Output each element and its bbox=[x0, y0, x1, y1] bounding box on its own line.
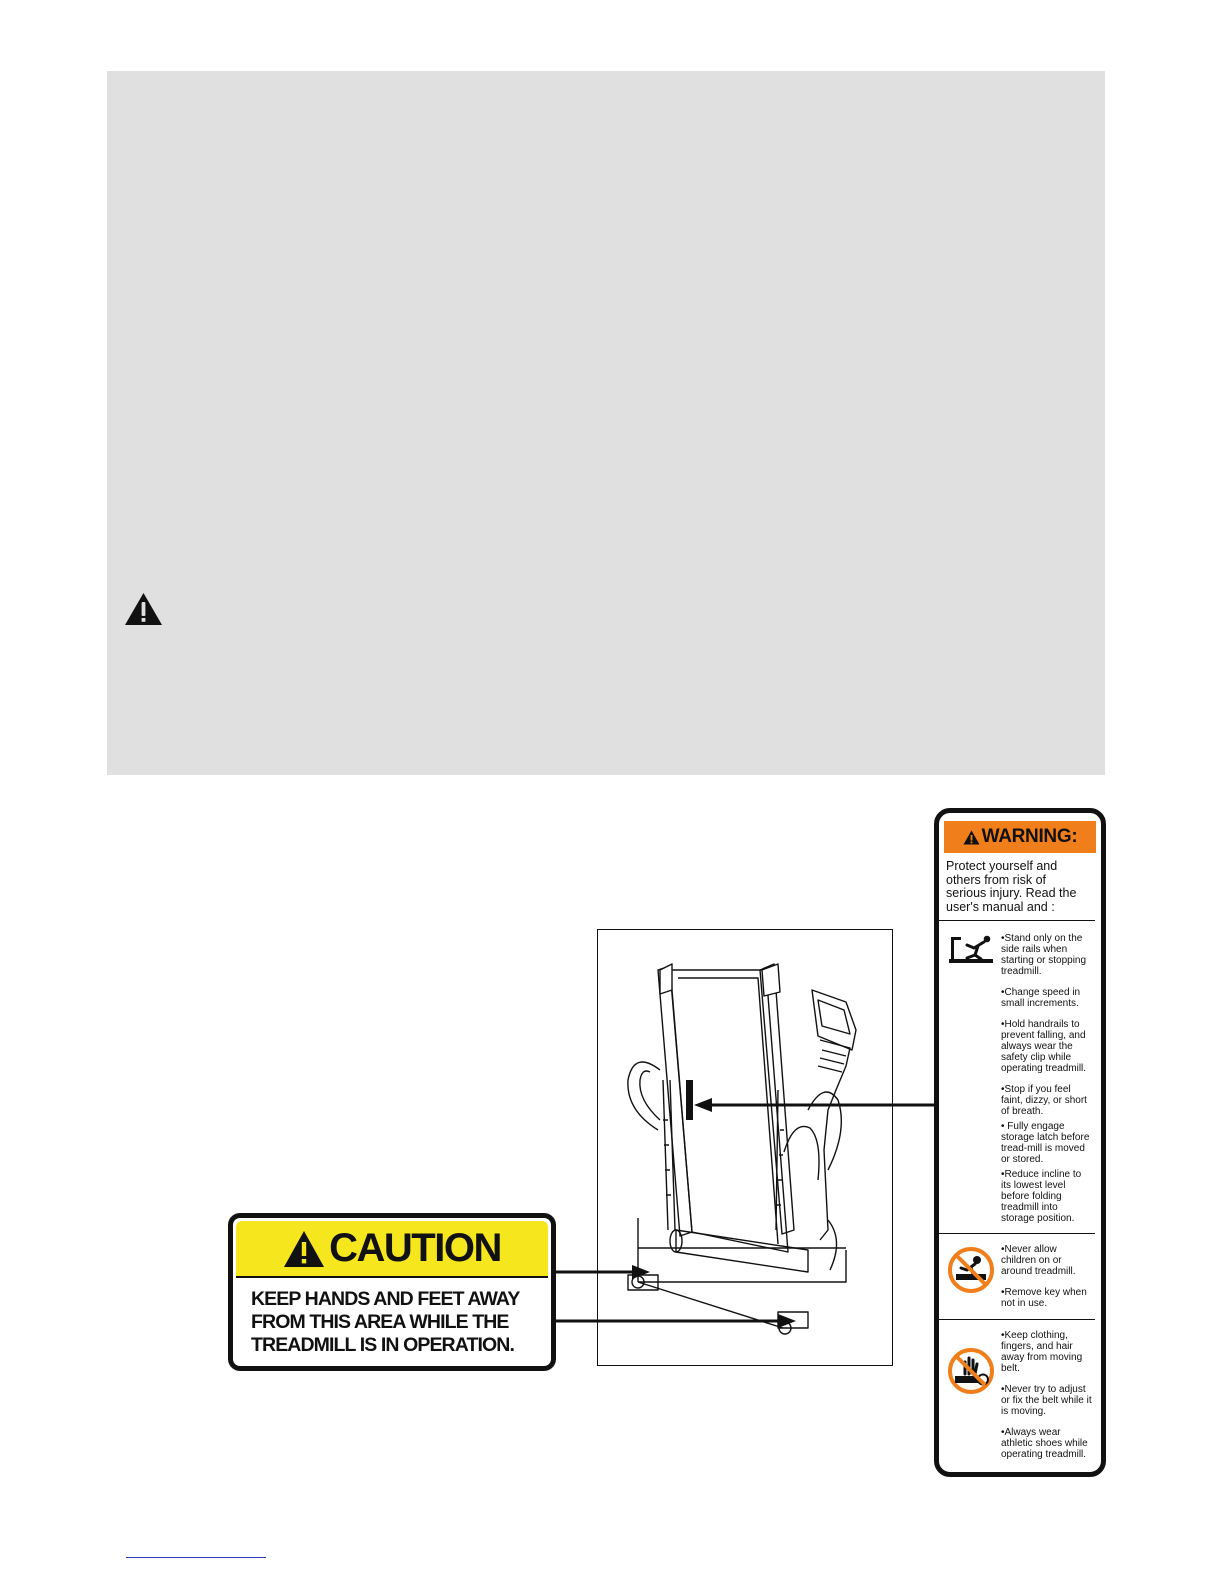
gray-text-panel bbox=[107, 71, 1105, 775]
section-2-bullets bbox=[1001, 1244, 1095, 1309]
bullet: •Keep clothing, fingers, and hair away from moving belt. bbox=[1001, 1330, 1083, 1374]
bullet: •Stop if you feel faint, dizzy, or short of breath. bbox=[1001, 1084, 1087, 1117]
caution-line: KEEP HANDS AND FEET AWAY bbox=[251, 1288, 520, 1310]
caution-line: TREADMILL IS IN OPERATION. bbox=[251, 1334, 514, 1356]
warning-section-3 bbox=[939, 1320, 1095, 1460]
bullet: •Never allow children on or around treadmill. bbox=[1001, 1244, 1076, 1277]
no-children-icon bbox=[947, 1246, 995, 1294]
caution-header bbox=[236, 1221, 548, 1278]
warning-section-2 bbox=[939, 1234, 1095, 1320]
bullet: •Remove key when not in use. bbox=[1001, 1287, 1087, 1309]
treadmill-illustration-frame bbox=[597, 929, 893, 1366]
bullet: • Fully engage storage latch before tread-mill is moved or stored. bbox=[1001, 1121, 1090, 1165]
caution-message bbox=[233, 1278, 551, 1357]
bullet: •Always wear athletic shoes while operating treadmill. bbox=[1001, 1427, 1088, 1460]
caution-decal bbox=[228, 1213, 556, 1371]
treadmill-fall-icon bbox=[947, 933, 995, 967]
bullet: •Reduce incline to its lowest level before folding treadmill into storage position. bbox=[1001, 1169, 1082, 1224]
caution-line: FROM THIS AREA WHILE THE bbox=[251, 1311, 509, 1333]
caution-title: CAUTION bbox=[329, 1226, 501, 1270]
warning-header bbox=[944, 821, 1096, 853]
caution-triangle-icon bbox=[283, 1230, 325, 1268]
warning-decal bbox=[934, 808, 1106, 1477]
bullet: •Never try to adjust or fix the belt while it is moving. bbox=[1001, 1384, 1092, 1417]
link-underline bbox=[126, 1557, 266, 1558]
bullet: •Stand only on the side rails when starting or stopping treadmill. bbox=[1001, 933, 1087, 977]
warning-small-triangle-icon bbox=[963, 830, 980, 845]
no-hands-belt-icon bbox=[947, 1344, 995, 1398]
warning-intro: Protect yourself and others from risk of serious injury. Read the user's manual and : bbox=[939, 853, 1095, 921]
warning-section-1 bbox=[939, 921, 1095, 1234]
warning-triangle-icon bbox=[123, 591, 164, 627]
bullet: •Hold handrails to prevent falling, and always wear the safety clip while operating treadmill. bbox=[1001, 1019, 1087, 1074]
bullet: •Change speed in small increments. bbox=[1001, 987, 1081, 1009]
section-3-bullets bbox=[1001, 1330, 1095, 1460]
warning-title: WARNING: bbox=[981, 826, 1078, 847]
section-1-bullets bbox=[1001, 933, 1095, 1224]
folded-treadmill-illustration bbox=[598, 930, 891, 1364]
